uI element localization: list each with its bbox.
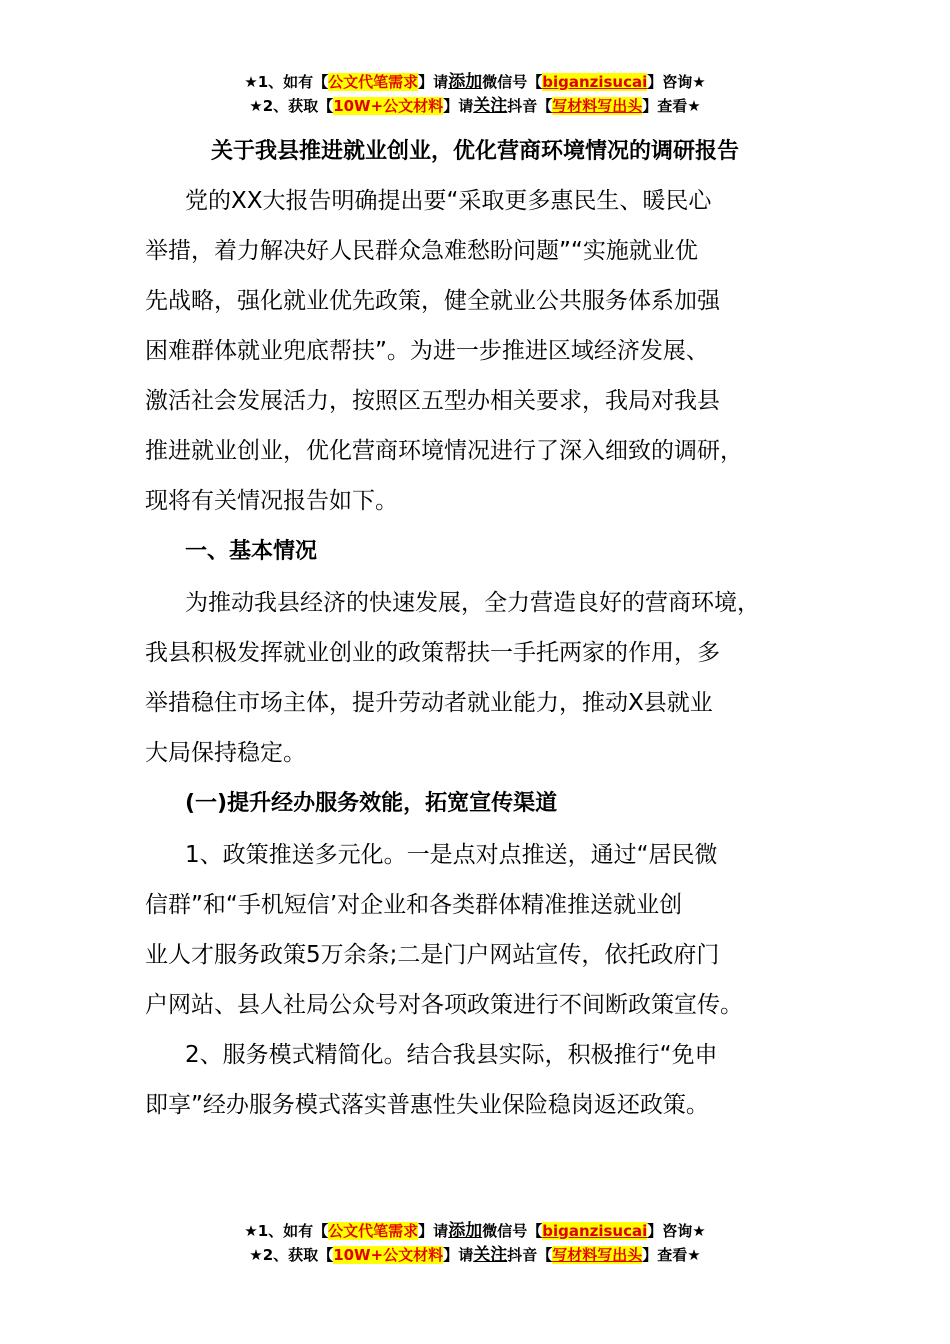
text-line: 推进就业创业，优化营商环境情况进行了深入细致的调研， [145, 438, 743, 464]
promo-text: 】请 [418, 1222, 449, 1240]
promo-text: 】请 [443, 1246, 474, 1264]
section-heading: 一、基本情况 [185, 539, 318, 564]
text-line: 1、政策推送多元化。一是点对点推送，通过“居民微 [185, 842, 718, 868]
promo-highlight: 公文代笔需求 [328, 1222, 419, 1240]
text-line: 举措，着力解决好人民群众急难愁盼问题”“实施就业优 [145, 238, 698, 264]
promo-text: ★2、获取【 [249, 1246, 334, 1264]
promo-text: 】查看★ [642, 1246, 701, 1264]
promo-highlight: 10W+公文材料 [333, 1246, 444, 1264]
text-line: 信群”和“手机短信’对企业和各类群体精准推送就业创 [145, 892, 683, 918]
promo-underlined: 关注 [473, 1245, 508, 1265]
wechat-id-link[interactable]: biganzisucai [542, 73, 648, 91]
promo-text: 抖音【 [507, 97, 553, 115]
subsection-heading: (一)提升经办服务效能，拓宽宣传渠道 [185, 791, 558, 816]
promo-line-2 [0, 94, 950, 118]
text-line: 我县积极发挥就业创业的政策帮扶一手托两家的作用，多 [145, 640, 720, 666]
promo-header [0, 70, 950, 118]
text-line: 困难群体就业兜底帮扶”。为进一步推进区域经济发展、 [145, 338, 709, 364]
document-body [145, 176, 845, 1130]
promo-text: 】咨询★ [647, 1222, 706, 1240]
promo-text: ★1、如有【 [244, 73, 329, 91]
promo-line-1 [0, 1219, 950, 1243]
promo-line-2 [0, 1243, 950, 1267]
promo-text: 微信号【 [482, 1222, 543, 1240]
douyin-link[interactable]: 写材料写出头 [552, 1246, 643, 1264]
promo-highlight: 公文代笔需求 [328, 73, 419, 91]
douyin-link[interactable]: 写材料写出头 [552, 97, 643, 115]
promo-text: 】请 [443, 97, 474, 115]
text-line: 为推动我县经济的快速发展，全力营造良好的营商环境， [185, 590, 760, 616]
paragraph [145, 830, 845, 1030]
paragraph [145, 176, 845, 526]
wechat-id-link[interactable]: biganzisucai [542, 1222, 648, 1240]
promo-text: 】查看★ [642, 97, 701, 115]
text-line: 业人才服务政策5万余条;二是门户网站宣传，依托政府门 [145, 942, 720, 968]
document-title: 关于我县推进就业创业，优化营商环境情况的调研报告 [210, 139, 739, 164]
promo-text: 】请 [418, 73, 449, 91]
text-line: 即享”经办服务模式落实普惠性失业保险稳岗返还政策。 [145, 1092, 709, 1118]
text-line: 先战略，强化就业优先政策，健全就业公共服务体系加强 [145, 288, 720, 314]
promo-underlined: 添加 [448, 72, 483, 92]
text-line: 户网站、县人社局公众号对各项政策进行不间断政策宣传。 [145, 992, 743, 1018]
promo-underlined: 关注 [473, 96, 508, 116]
promo-text: ★1、如有【 [244, 1222, 329, 1240]
text-line: 举措稳住市场主体，提升劳动者就业能力，推动X县就业 [145, 690, 713, 716]
promo-highlight: 10W+公文材料 [333, 97, 444, 115]
text-line: 2、服务模式精简化。结合我县实际，积极推行“免申 [185, 1042, 718, 1068]
promo-text: 微信号【 [482, 73, 543, 91]
paragraph [145, 578, 845, 778]
promo-footer [0, 1219, 950, 1267]
paragraph [145, 1030, 845, 1130]
promo-underlined: 添加 [448, 1221, 483, 1241]
text-line: 激活社会发展活力，按照区五型办相关要求，我局对我县 [145, 388, 720, 414]
promo-line-1 [0, 70, 950, 94]
promo-text: 】咨询★ [647, 73, 706, 91]
promo-text: ★2、获取【 [249, 97, 334, 115]
text-line: 现将有关情况报告如下。 [145, 488, 398, 514]
text-line: 大局保持稳定。 [145, 740, 306, 766]
text-line: 党的XX大报告明确提出要“采取更多惠民生、暖民心 [185, 188, 712, 214]
promo-text: 抖音【 [507, 1246, 553, 1264]
